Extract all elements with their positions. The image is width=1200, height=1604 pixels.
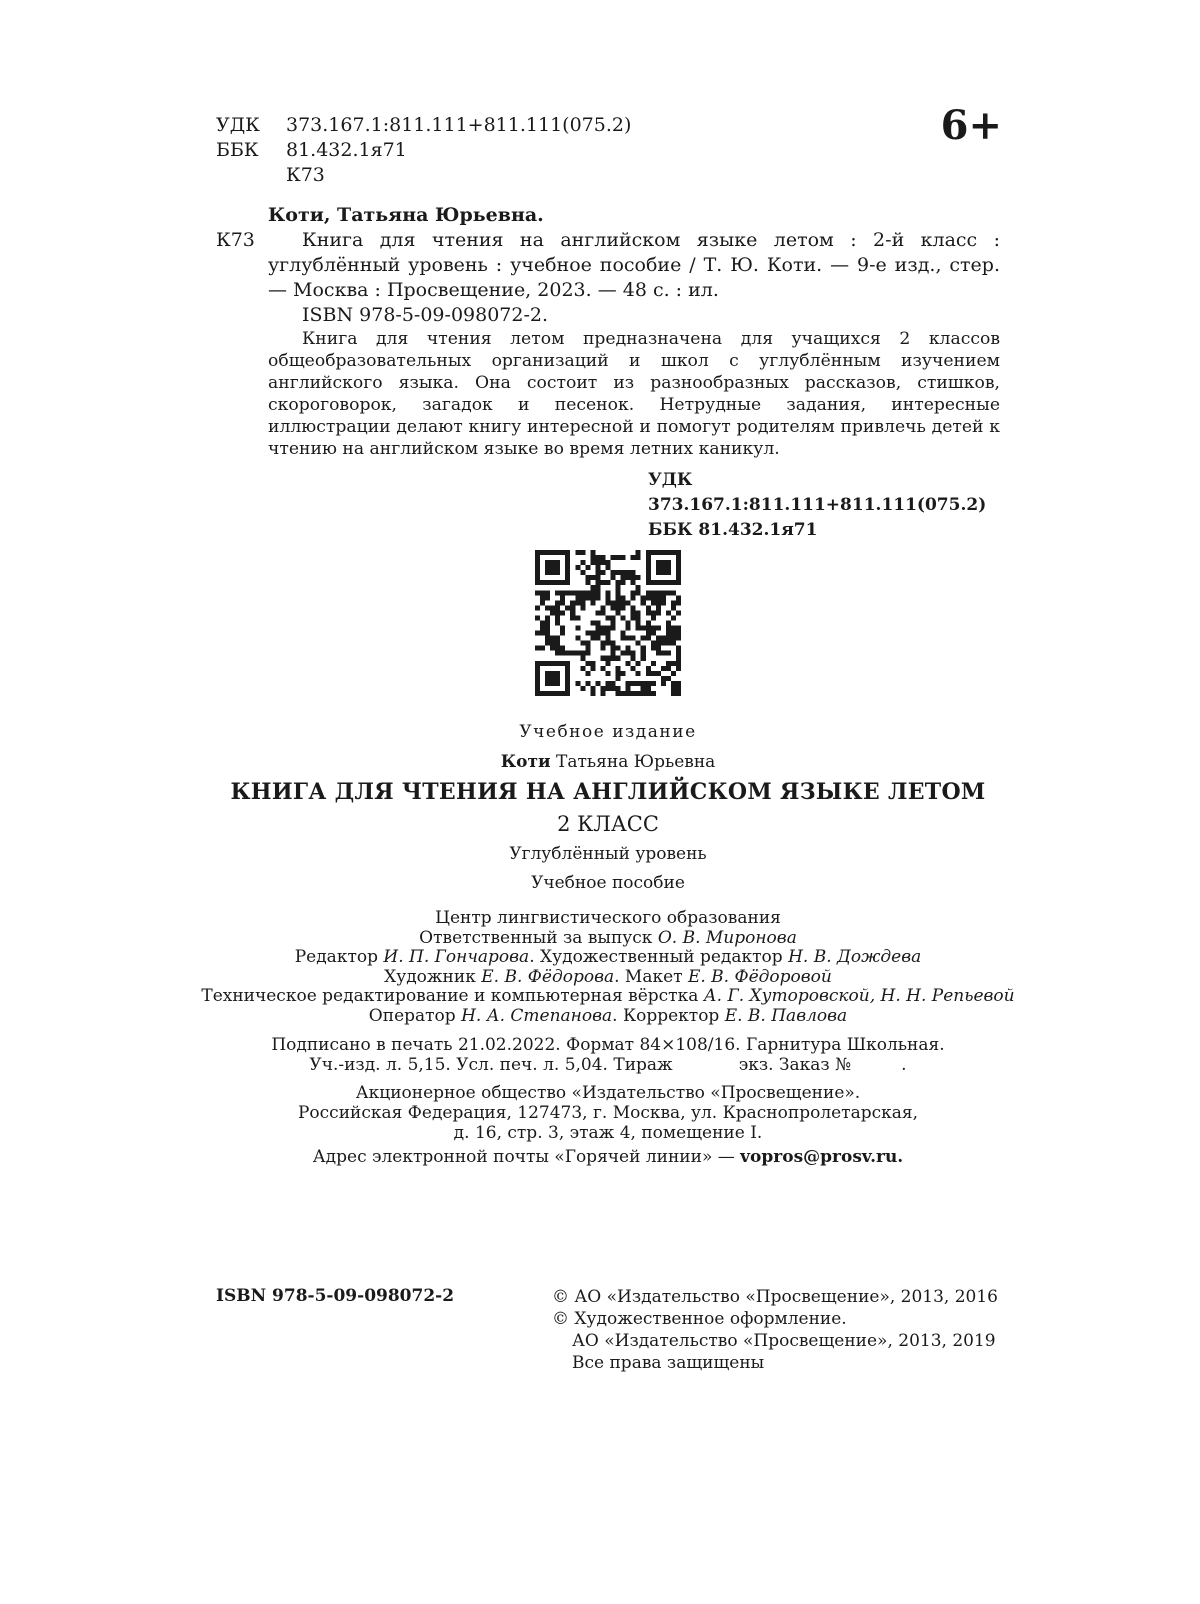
book-level: Углублённый уровень <box>509 844 707 864</box>
order-end: . <box>901 1055 907 1075</box>
qr-code[interactable] <box>535 550 681 696</box>
publisher-info <box>200 1083 1016 1167</box>
publisher-line-2: Российская Федерация, 127473, г. Москва, ул. Краснопролетарская, <box>297 1103 919 1123</box>
print-run-label: Уч.-изд. л. 5,15. Усл. печ. л. 5,04. Тираж <box>309 1055 673 1075</box>
record-udk: УДК 373.167.1:811.111+811.111(075.2) <box>648 470 987 515</box>
record-isbn: ISBN 978-5-09-098072-2. <box>302 304 549 326</box>
record-bbk: ББК 81.432.1я71 <box>648 520 818 540</box>
imprint-author-surname: Коти <box>500 752 551 772</box>
credits-layout-name: Е. В. Фёдоровой <box>687 966 832 987</box>
bbk-key: ББК <box>216 139 259 161</box>
record-classification <box>648 468 1000 543</box>
record-author: Коти, Татьяна Юрьевна. <box>268 204 544 226</box>
credits-responsible-name: О. В. Миронова <box>657 927 797 948</box>
credits-editors <box>200 948 1016 968</box>
bbk-row <box>216 138 631 163</box>
copyright-line-2: © Художественное оформление. <box>552 1309 847 1329</box>
age-rating: 6+ <box>940 102 1002 149</box>
publisher-email-link[interactable]: vopros@prosv.ru. <box>740 1147 904 1167</box>
credits-responsible-label: Ответственный за выпуск <box>419 927 653 948</box>
print-info <box>200 1035 1016 1075</box>
record-abstract: Книга для чтения летом предназначена для учащихся 2 классов общеобразовательных организаций и школ с углублённым изучением английского языка. Она состоит из разнообразных рассказов, стишков, скороговорок, загадок и песенок. Нетрудные задания, интересные иллюстрации делают книгу интересной и помогут родителям привлечь детей к чтению на английском языке во время летних каникул. <box>268 329 1000 459</box>
cutter-code: К73 <box>286 164 325 186</box>
book-grade: 2 КЛАСС <box>557 812 659 836</box>
credits-operator <box>200 1007 1016 1027</box>
print-line-2 <box>200 1055 1016 1075</box>
udk-value: 373.167.1:811.111+811.111(075.2) <box>286 114 632 136</box>
publisher-line-3: д. 16, стр. 3, этаж 4, помещение I. <box>453 1123 763 1143</box>
imprint-author-name: Татьяна Юрьевна <box>556 752 716 772</box>
udk-row <box>216 113 631 138</box>
credits-artist <box>200 968 1016 988</box>
credits-editor-label: Редактор <box>294 947 378 967</box>
bbk-value: 81.432.1я71 <box>286 139 407 161</box>
credits-responsible <box>200 929 1016 949</box>
rights-reserved: Все права защищены <box>572 1353 765 1373</box>
credits-artist-label: Художник <box>384 966 476 987</box>
bibliographic-record <box>216 203 1000 543</box>
cutter-row <box>216 163 631 188</box>
book-title: КНИГА ДЛЯ ЧТЕНИЯ НА АНГЛИЙСКОМ ЯЗЫКЕ ЛЕТОМ <box>230 779 986 805</box>
book-kind: Учебное пособие <box>531 873 685 893</box>
credits-proof-name: Е. В. Павлова <box>724 1005 848 1026</box>
credits-operator-label: Оператор <box>368 1005 456 1026</box>
copyright-block <box>552 1286 1000 1374</box>
credits-art-editor-name: Н. В. Дождева <box>788 947 922 967</box>
publisher-email-line <box>200 1147 1016 1167</box>
credits-editor-name: И. П. Гончарова <box>383 947 530 967</box>
credits-operator-name: Н. А. Степанова <box>461 1005 613 1026</box>
credits-layout-label: . Макет <box>614 966 683 987</box>
print-line-1: Подписано в печать 21.02.2022. Формат 84×108/16. Гарнитура Школьная. <box>271 1035 945 1055</box>
footer-isbn: ISBN 978-5-09-098072-2 <box>216 1286 455 1306</box>
copyright-line-3: АО «Издательство «Просвещение», 2013, 2019 <box>572 1331 996 1351</box>
credits-artist-name: Е. В. Фёдорова <box>481 966 615 987</box>
publisher-line-1: Акционерное общество «Издательство «Просвещение». <box>355 1083 861 1103</box>
order-label: экз. Заказ № <box>738 1055 852 1075</box>
credits-art-editor-label: . Художественный редактор <box>529 947 783 967</box>
credits-center: Центр лингвистического образования <box>435 908 781 928</box>
record-entry <box>216 228 1000 303</box>
publisher-email-label: Адрес электронной почты «Горячей линии» — <box>312 1147 735 1167</box>
credits-proof-label: . Корректор <box>612 1005 720 1026</box>
credits-tech-name: А. Г. Хуторовской, Н. Н. Репьевой <box>703 986 1015 1006</box>
qr-modules <box>535 550 681 696</box>
credits-tech-label: Техническое редактирование и компьютерная вёрстка <box>201 986 699 1006</box>
credits-tech <box>200 987 1016 1007</box>
classification-block <box>216 113 631 188</box>
credits-block <box>200 909 1016 1026</box>
edition-type: Учебное издание <box>519 722 697 742</box>
copyright-line-1: © АО «Издательство «Просвещение», 2013, 2016 <box>552 1287 999 1307</box>
imprint-author <box>216 752 1000 772</box>
udk-key: УДК <box>216 114 260 136</box>
record-cutter: К73 <box>216 229 255 251</box>
record-title: Книга для чтения на английском языке летом : 2-й класс : углублённый уровень : учебное пособие / Т. Ю. Коти. — 9-е изд., стер. — Москва : Просвещение, 2023. — 48 с. : ил. <box>268 229 1000 301</box>
